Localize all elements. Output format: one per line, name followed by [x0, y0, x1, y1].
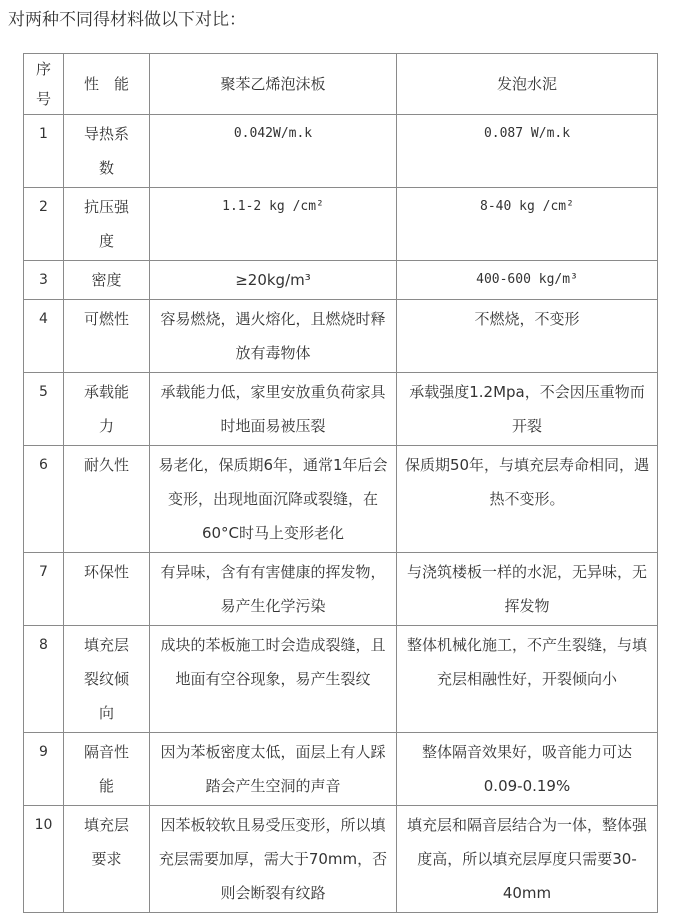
row-no: 8	[24, 626, 64, 733]
row-material-b: 填充层和隔音层结合为一体，整体强度高，所以填充层厚度只需要30-40mm	[397, 806, 658, 913]
row-material-a: 0.042W/m.k	[150, 115, 397, 188]
row-material-b: 8-40 kg /cm²	[397, 188, 658, 261]
row-material-b: 保质期50年，与填充层寿命相同，遇热不变形。	[397, 446, 658, 553]
row-no: 1	[24, 115, 64, 188]
row-property: 承载能力	[64, 373, 150, 446]
row-material-a: 易老化，保质期6年，通常1年后会变形，出现地面沉降或裂缝，在60°C时马上变形老化	[150, 446, 397, 553]
row-property: 导热系数	[64, 115, 150, 188]
header-property: 性 能	[64, 54, 150, 115]
header-material-b: 发泡水泥	[397, 54, 658, 115]
row-no: 6	[24, 446, 64, 553]
row-material-b: 整体机械化施工，不产生裂缝，与填充层相融性好，开裂倾向小	[397, 626, 658, 733]
row-material-b: 承载强度1.2Mpa，不会因压重物而开裂	[397, 373, 658, 446]
table-row	[24, 626, 658, 733]
table-row	[24, 806, 658, 913]
row-no: 5	[24, 373, 64, 446]
row-property: 密度	[64, 261, 150, 300]
row-material-b: 与浇筑楼板一样的水泥，无异味，无挥发物	[397, 553, 658, 626]
table-row	[24, 188, 658, 261]
row-property: 耐久性	[64, 446, 150, 553]
row-no: 4	[24, 300, 64, 373]
row-material-a: 有异味，含有有害健康的挥发物，易产生化学污染	[150, 553, 397, 626]
intro-text: 对两种不同得材料做以下对比：	[8, 10, 246, 30]
row-material-a: 因苯板较软且易受压变形，所以填充层需要加厚，需大于70mm，否则会断裂有纹路	[150, 806, 397, 913]
row-property: 填充层要求	[64, 806, 150, 913]
table-header-row	[24, 54, 658, 115]
row-no: 2	[24, 188, 64, 261]
row-no: 9	[24, 733, 64, 806]
row-material-a: 承载能力低，家里安放重负荷家具时地面易被压裂	[150, 373, 397, 446]
table-row	[24, 553, 658, 626]
table-row	[24, 373, 658, 446]
header-no: 序号	[24, 54, 64, 115]
row-material-b: 不燃烧，不变形	[397, 300, 658, 373]
header-material-a: 聚苯乙烯泡沫板	[150, 54, 397, 115]
row-no: 7	[24, 553, 64, 626]
row-no: 10	[24, 806, 64, 913]
comparison-table	[23, 53, 658, 913]
row-property: 抗压强度	[64, 188, 150, 261]
row-property: 隔音性能	[64, 733, 150, 806]
row-property: 可燃性	[64, 300, 150, 373]
row-material-a: 成块的苯板施工时会造成裂缝，且地面有空谷现象，易产生裂纹	[150, 626, 397, 733]
row-property: 环保性	[64, 553, 150, 626]
row-material-b: 400-600 kg/m³	[397, 261, 658, 300]
table-row	[24, 446, 658, 553]
table-row	[24, 115, 658, 188]
row-material-a: 容易燃烧，遇火熔化，且燃烧时释放有毒物体	[150, 300, 397, 373]
row-material-b: 整体隔音效果好，吸音能力可达0.09-0.19%	[397, 733, 658, 806]
row-property: 填充层裂纹倾向	[64, 626, 150, 733]
row-material-a: 1.1-2 kg /cm²	[150, 188, 397, 261]
row-no: 3	[24, 261, 64, 300]
row-material-a: 因为苯板密度太低，面层上有人踩踏会产生空洞的声音	[150, 733, 397, 806]
table-row	[24, 261, 658, 300]
table-row	[24, 733, 658, 806]
table-row	[24, 300, 658, 373]
row-material-a: ≥20kg/m³	[150, 261, 397, 300]
row-material-b: 0.087 W/m.k	[397, 115, 658, 188]
